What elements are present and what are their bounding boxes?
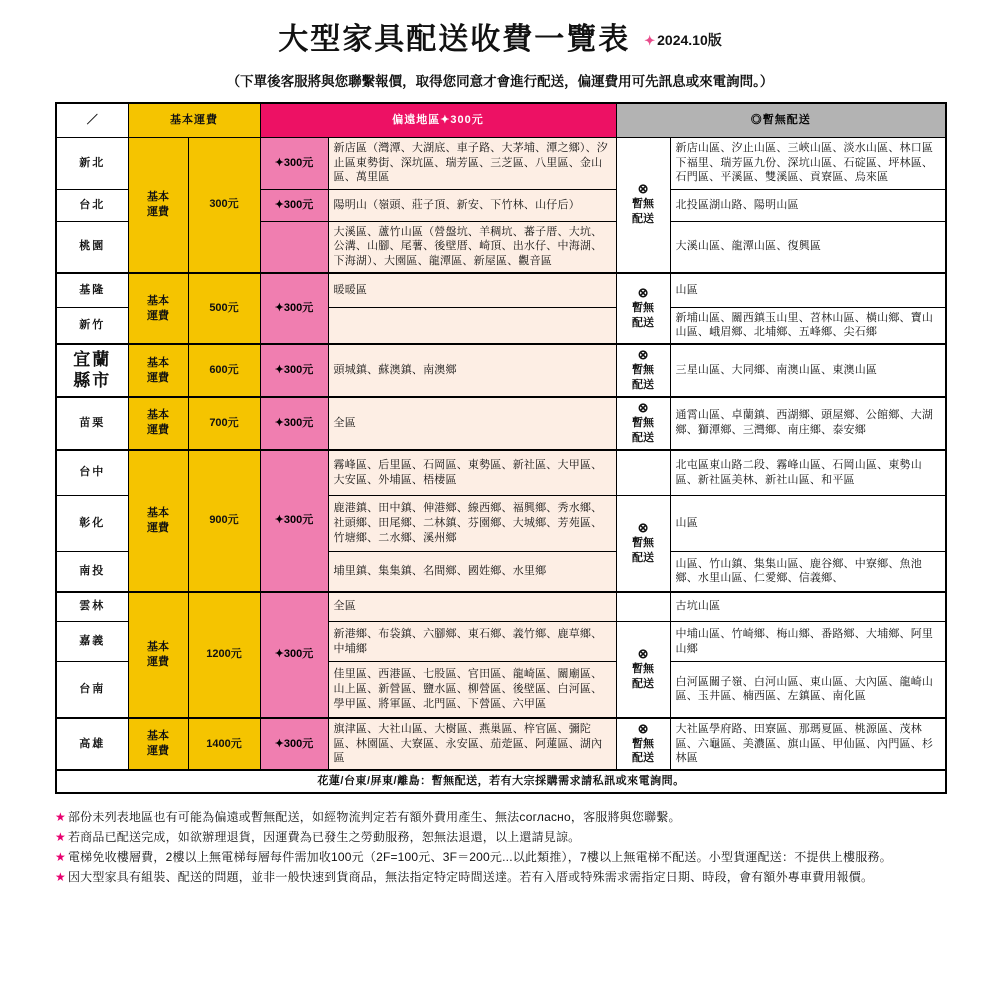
star-icon: ★	[55, 849, 66, 864]
page-header	[0, 0, 1000, 64]
no-delivery-areas: 中埔山區、竹崎鄉、梅山鄉、番路鄉、大埔鄉、阿里山鄉	[670, 622, 946, 662]
region-name: 南投	[56, 552, 128, 592]
no-delivery-areas: 古坑山區	[670, 592, 946, 622]
remote-surcharge: ✦300元	[260, 344, 328, 397]
table-header	[56, 103, 946, 137]
no-delivery-areas: 三星山區、大同鄉、南澳山區、東澳山區	[670, 344, 946, 397]
footnote-text: 因大型家具有組裝、配送的問題，並非一般快速到貨商品，無法指定特定時間送達。若有入厝或特殊需求需指定日期、時段，會有額外專車費用報價。	[67, 869, 874, 884]
no-delivery-badge: ⊗ 暫無 配送	[616, 344, 670, 397]
fee-table	[55, 102, 947, 794]
region-name: 台中	[56, 450, 128, 496]
no-delivery-areas: 北屯區東山路二段、霧峰山區、石岡山區、東勢山區、新社區美林、新社山區、和平區	[670, 450, 946, 496]
table-footer-note: 花蓮/台東/屏東/離島：暫無配送，若有大宗採購需求請私訊或來電詢問。	[56, 770, 946, 793]
star-icon: ★	[55, 829, 66, 844]
no-entry-icon: ⊗	[637, 720, 649, 736]
page-subtitle: （下單後客服將與您聯繫報價，取得您同意才會進行配送，偏運費用可先訊息或來電詢問。）	[226, 74, 774, 89]
no-delivery-areas: 山區	[670, 496, 946, 552]
region-name: 台北	[56, 189, 128, 221]
fee-amount: 900元	[188, 450, 260, 592]
basic-fee-label: 基本 運費	[128, 718, 188, 771]
no-delivery-badge: ⊗ 暫無 配送	[616, 496, 670, 592]
header-no-delivery: ◎暫無配送	[616, 103, 946, 137]
footnote-text: 部份未列表地區也有可能為偏遠或暫無配送，如經物流判定若有額外費用產生、無法согласно，客服將與您聯繫。	[67, 810, 681, 825]
table-row	[56, 592, 946, 622]
table-row	[56, 344, 946, 397]
basic-fee-label: 基本 運費	[128, 592, 188, 718]
remote-areas: 全區	[328, 397, 616, 450]
no-entry-icon: ⊗	[637, 181, 649, 197]
no-delivery-badge: ⊗ 暫無 配送	[616, 273, 670, 344]
remote-areas: 旗津區、大社山區、大樹區、燕巢區、梓官區、彌陀區、林園區、大寮區、永安區、茄萣區、阿蓮區、湖內區	[328, 718, 616, 771]
fee-amount: 300元	[188, 137, 260, 273]
no-delivery-badge: ⊗ 暫無 配送	[616, 622, 670, 718]
remote-areas: 新港鄉、布袋鎮、六腳鄉、東石鄉、義竹鄉、鹿草鄉、中埔鄉	[328, 622, 616, 662]
remote-areas: 霧峰區、后里區、石岡區、東勢區、新社區、大甲區、大安區、外埔區、梧棲區	[328, 450, 616, 496]
remote-surcharge: ✦300元	[260, 450, 328, 592]
table-row	[56, 397, 946, 450]
star-icon: ★	[55, 869, 66, 884]
fee-amount: 700元	[188, 397, 260, 450]
remote-areas: 暖暖區	[328, 273, 616, 307]
no-delivery-areas: 新店山區、汐止山區、三峽山區、淡水山區、林口區下福里、瑞芳區九份、深坑山區、石碇區、坪林區、石門區、平溪區、雙溪區、貢寮區、烏來區	[670, 137, 946, 189]
basic-fee-label: 基本 運費	[128, 450, 188, 592]
footnote-text: 電梯免收樓層費，2樓以上無電梯每層每件需加收100元（2F=100元、3F＝200元...以此類推），7樓以上無電梯不配送。小型貨運配送：不提供上樓服務。	[67, 849, 892, 864]
table-row	[56, 273, 946, 307]
no-delivery-spacer	[616, 592, 670, 622]
sparkle-icon: ✦	[644, 33, 656, 48]
remote-areas: 全區	[328, 592, 616, 622]
page-title: 大型家具配送收費一覽表	[278, 23, 631, 56]
no-entry-icon: ⊗	[637, 646, 649, 661]
remote-areas: 陽明山（嶺頭、莊子頂、新安、下竹林、山仔后）	[328, 189, 616, 221]
footnote-text: 若商品已配送完成，如欲辦理退貨，因運費為已發生之勞動服務，恕無法退還，以上還請見諒。	[67, 829, 581, 844]
fee-amount: 1400元	[188, 718, 260, 771]
fee-amount: 600元	[188, 344, 260, 397]
region-name: 高雄	[56, 718, 128, 771]
table-body	[56, 137, 946, 793]
region-name: 彰化	[56, 496, 128, 552]
table-footer-note-row	[56, 770, 946, 793]
remote-surcharge: ✦300元	[260, 718, 328, 771]
remote-surcharge: ✦300元	[260, 397, 328, 450]
basic-fee-label: 基本 運費	[128, 344, 188, 397]
no-entry-icon: ⊗	[637, 520, 649, 535]
footnote-item	[55, 868, 945, 888]
fee-table-wrapper	[0, 102, 1000, 794]
no-delivery-areas: 大社區學府路、田寮區、那瑪夏區、桃源區、茂林區、六龜區、美濃區、旗山區、甲仙區、內門區、杉林區	[670, 718, 946, 771]
no-delivery-badge: ⊗ 暫無 配送	[616, 397, 670, 450]
footnote-item	[55, 848, 945, 868]
no-delivery-spacer	[616, 450, 670, 496]
remote-surcharge: ✦300元	[260, 273, 328, 344]
table-row	[56, 450, 946, 496]
remote-areas: 新店區（灣潭、大湖底、車子路、大茅埔、潭之鄉）、汐止區東勢街、深坑區、瑞芳區、三芝區、八里區、金山區、萬里區	[328, 137, 616, 189]
remote-areas: 大溪區、蘆竹山區（營盤坑、羊稠坑、蕃子厝、大坑、公溝、山腳、尾薯、後壁厝、崎頂、出水仔、中海湖、下海湖）、大園區、龍潭區、新屋區、觀音區	[328, 221, 616, 273]
header-slash: ／	[56, 103, 128, 137]
region-name: 桃園	[56, 221, 128, 273]
no-entry-icon: ⊗	[637, 399, 649, 415]
basic-fee-label: 基本 運費	[128, 397, 188, 450]
remote-surcharge: ✦300元	[260, 137, 328, 189]
version-label: 2024.10版	[657, 32, 722, 48]
region-name: 嘉義	[56, 622, 128, 662]
remote-surcharge	[260, 221, 328, 273]
footnote-item	[55, 808, 945, 828]
region-name: 苗栗	[56, 397, 128, 450]
no-entry-icon: ⊗	[637, 347, 649, 363]
table-row	[56, 137, 946, 189]
remote-surcharge: ✦300元	[260, 189, 328, 221]
star-icon: ★	[55, 810, 66, 825]
region-name: 新北	[56, 137, 128, 189]
version-badge	[644, 30, 722, 50]
remote-surcharge: ✦300元	[260, 592, 328, 718]
fee-amount: 1200元	[188, 592, 260, 718]
region-name: 新竹	[56, 307, 128, 344]
no-delivery-badge: ⊗ 暫無 配送	[616, 718, 670, 771]
no-entry-icon: ⊗	[637, 285, 649, 301]
no-delivery-areas: 白河區關子嶺、白河山區、東山區、大內區、龍崎山區、玉井區、楠西區、左鎮區、南化區	[670, 662, 946, 718]
footnote-item	[55, 828, 945, 848]
region-name: 雲林	[56, 592, 128, 622]
no-delivery-areas: 大溪山區、龍潭山區、復興區	[670, 221, 946, 273]
footnotes	[0, 794, 1000, 887]
basic-fee-label: 基本 運費	[128, 273, 188, 344]
header-remote-area: 偏遠地區✦300元	[260, 103, 616, 137]
table-row	[56, 718, 946, 771]
region-name: 宜蘭 縣市	[56, 344, 128, 397]
no-delivery-areas: 通霄山區、卓蘭鎮、西湖鄉、頭屋鄉、公館鄉、大湖鄉、獅潭鄉、三灣鄉、南庄鄉、泰安鄉	[670, 397, 946, 450]
no-delivery-areas: 北投區湖山路、陽明山區	[670, 189, 946, 221]
no-delivery-areas: 新埔山區、關西鎮玉山里、苕林山區、橫山鄉、寶山山區、峨眉鄉、北埔鄉、五峰鄉、尖石鄉	[670, 307, 946, 344]
remote-areas: 埔里鎮、集集鎮、名間鄉、國姓鄉、水里鄉	[328, 552, 616, 592]
remote-areas: 頭城鎮、蘇澳鎮、南澳鄉	[328, 344, 616, 397]
no-delivery-areas: 山區、竹山鎮、集集山區、鹿谷鄉、中寮鄉、魚池鄉、水里山區、仁愛鄉、信義鄉、	[670, 552, 946, 592]
no-delivery-areas: 山區	[670, 273, 946, 307]
basic-fee-label: 基本 運費	[128, 137, 188, 273]
region-name: 台南	[56, 662, 128, 718]
fee-amount: 500元	[188, 273, 260, 344]
header-basic-fee: 基本運費	[128, 103, 260, 137]
no-delivery-badge: ⊗ 暫無 配送	[616, 137, 670, 273]
remote-areas	[328, 307, 616, 344]
remote-areas: 佳里區、西港區、七股區、官田區、龍崎區、關廟區、山上區、新營區、鹽水區、柳營區、後壁區、白河區、學甲區、將軍區、北門區、下營區、六甲區	[328, 662, 616, 718]
remote-areas: 鹿港鎮、田中鎮、伸港鄉、線西鄉、福興鄉、秀水鄉、社頭鄉、田尾鄉、二林鎮、芬園鄉、大城鄉、芳苑區、竹塘鄉、二水鄉、溪州鄉	[328, 496, 616, 552]
region-name: 基隆	[56, 273, 128, 307]
